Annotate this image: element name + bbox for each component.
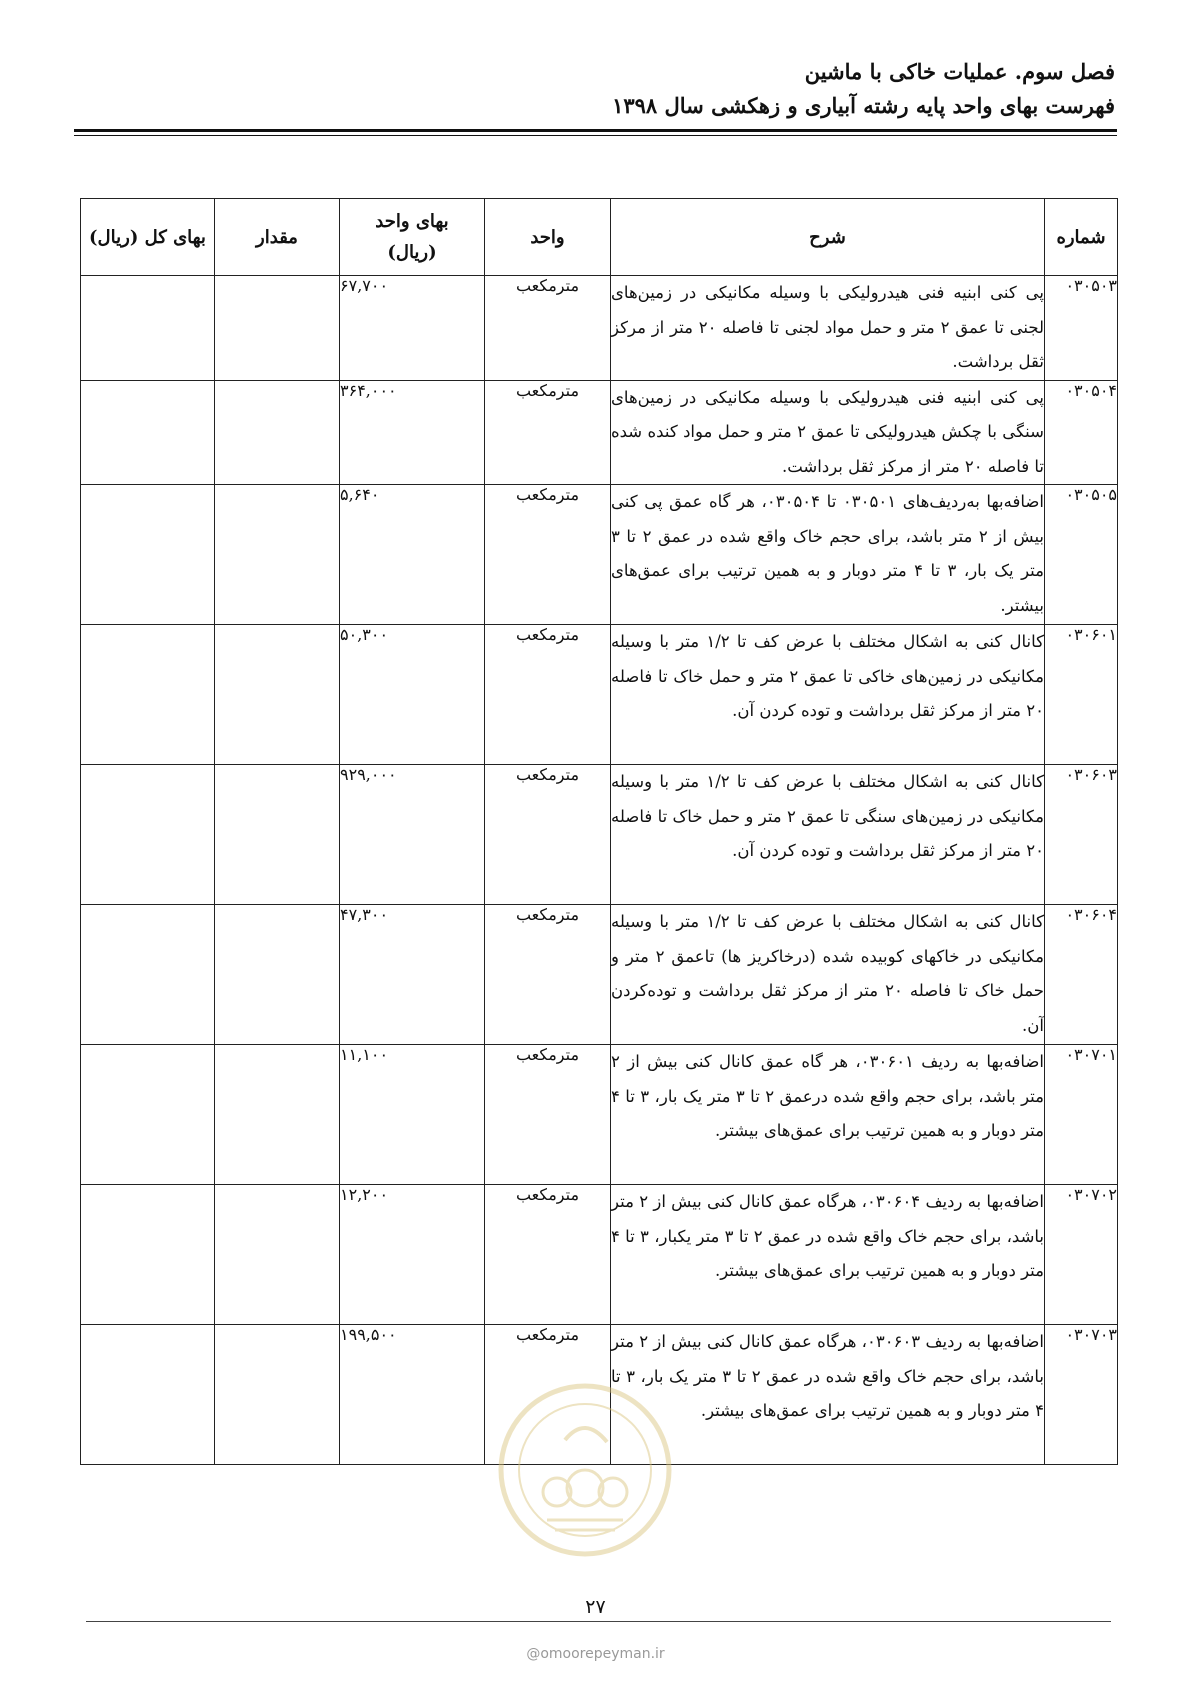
row-quantity (215, 1325, 340, 1465)
row-quantity (215, 380, 340, 485)
table-row (81, 765, 1118, 905)
row-code: ۰۳۰۵۰۵ (1045, 485, 1118, 625)
site-watermark: @omoorepeyman.ir (526, 1646, 665, 1662)
row-unit-price: ۹۲۹,۰۰۰ (340, 765, 485, 905)
row-unit: مترمکعب (485, 1185, 611, 1325)
row-description: کانال کنی به اشکال مختلف با عرض کف تا ۱/۲ متر با وسیله مکانیکی در زمین‌های سنگی تا عمق ۲ متر و حمل خاک تا فاصله ۲۰ متر از مرکز ثقل برداشت و توده کردن آن. (611, 765, 1045, 905)
row-total (81, 380, 215, 485)
page-number: ۲۷ (585, 1596, 606, 1618)
row-unit: مترمکعب (485, 765, 611, 905)
table-row (81, 905, 1118, 1045)
row-code: ۰۳۰۷۰۳ (1045, 1325, 1118, 1465)
header-unit-price (340, 199, 485, 276)
row-quantity (215, 905, 340, 1045)
row-code: ۰۳۰۶۰۴ (1045, 905, 1118, 1045)
row-total (81, 765, 215, 905)
row-unit-price: ۱۱,۱۰۰ (340, 1045, 485, 1185)
price-table (80, 198, 1118, 1465)
row-quantity (215, 625, 340, 765)
header-rule-thick (74, 129, 1117, 132)
header-total: بهای کل (ریال) (81, 199, 215, 276)
row-unit-price: ۳۶۴,۰۰۰ (340, 380, 485, 485)
header-quantity: مقدار (215, 199, 340, 276)
row-total (81, 485, 215, 625)
header-unit-price-currency: (ریال) (387, 242, 437, 263)
header-description: شرح (611, 199, 1045, 276)
chapter-title: فصل سوم. عملیات خاکی با ماشین (804, 59, 1115, 84)
row-description: پی کنی ابنیه فنی هیدرولیکی با وسیله مکانیکی در زمین‌های سنگی با چکش هیدرولیکی تا عمق ۲ متر و حمل مواد کنده شده تا فاصله ۲۰ متر از مرکز ثقل برداشت. (611, 380, 1045, 485)
row-description: پی کنی ابنیه فنی هیدرولیکی با وسیله مکانیکی در زمین‌های لجنی تا عمق ۲ متر و حمل مواد لجنی تا فاصله ۲۰ متر از مرکز ثقل برداشت. (611, 276, 1045, 381)
row-total (81, 1325, 215, 1465)
row-code: ۰۳۰۶۰۱ (1045, 625, 1118, 765)
header-code: شماره (1045, 199, 1118, 276)
header-unit-price-label: بهای واحد (375, 211, 449, 232)
row-unit: مترمکعب (485, 905, 611, 1045)
page-header (75, 55, 1115, 123)
row-unit-price: ۱۲,۲۰۰ (340, 1185, 485, 1325)
row-unit: مترمکعب (485, 1045, 611, 1185)
table-row (81, 485, 1118, 625)
header-rule-thin (74, 135, 1117, 136)
row-total (81, 1185, 215, 1325)
watermark-seal-icon (495, 1380, 675, 1560)
row-total (81, 905, 215, 1045)
footer-rule (86, 1621, 1111, 1622)
row-description: اضافه‌بها به ردیف ۰۳۰۶۰۱، هر گاه عمق کانال کنی بیش از ۲ متر باشد، برای حجم واقع شده درعمق ۲ تا ۳ متر یک بار، ۳ تا ۴ متر دوبار و به همین ترتیب برای عمق‌های بیشتر. (611, 1045, 1045, 1185)
row-unit-price: ۴۷,۳۰۰ (340, 905, 485, 1045)
row-quantity (215, 276, 340, 381)
table-row (81, 380, 1118, 485)
row-unit: مترمکعب (485, 276, 611, 381)
row-description: کانال کنی به اشکال مختلف با عرض کف تا ۱/۲ متر با وسیله مکانیکی در خاکهای کوبیده شده (درخاکریز ها) تاعمق ۲ متر و حمل خاک تا فاصله ۲۰ متر از مرکز ثقل برداشت و توده‌کردن آن. (611, 905, 1045, 1045)
row-unit: مترمکعب (485, 485, 611, 625)
row-description: کانال کنی به اشکال مختلف با عرض کف تا ۱/۲ متر با وسیله مکانیکی در زمین‌های خاکی تا عمق ۲ متر و حمل خاک تا فاصله ۲۰ متر از مرکز ثقل برداشت و توده کردن آن. (611, 625, 1045, 765)
row-unit: مترمکعب (485, 625, 611, 765)
row-unit: مترمکعب (485, 1325, 611, 1465)
row-unit: مترمکعب (485, 380, 611, 485)
row-unit-price: ۱۹۹,۵۰۰ (340, 1325, 485, 1465)
row-unit-price: ۵,۶۴۰ (340, 485, 485, 625)
row-quantity (215, 1185, 340, 1325)
table-row (81, 625, 1118, 765)
table-header-row (81, 199, 1118, 276)
row-unit-price: ۶۷,۷۰۰ (340, 276, 485, 381)
table-row (81, 1045, 1118, 1185)
row-quantity (215, 485, 340, 625)
row-description: اضافه‌بها به‌ردیف‌های ۰۳۰۵۰۱ تا ۰۳۰۵۰۴، هر گاه عمق پی کنی بیش از ۲ متر باشد، برای حجم خاک واقع شده در عمق ۲ تا ۳ متر یک بار، ۳ تا ۴ متر دوبار و به همین ترتیب برای عمق‌های بیشتر. (611, 485, 1045, 625)
row-code: ۰۳۰۷۰۱ (1045, 1045, 1118, 1185)
row-quantity (215, 1045, 340, 1185)
row-code: ۰۳۰۵۰۳ (1045, 276, 1118, 381)
row-description: اضافه‌بها به ردیف ۰۳۰۶۰۳، هرگاه عمق کانال کنی بیش از ۲ متر باشد، برای حجم خاک واقع شده در عمق ۲ تا ۳ متر یک بار، ۳ تا ۴ متر دوبار و به همین ترتیب برای عمق‌های بیشتر. (611, 1325, 1045, 1465)
list-title: فهرست بهای واحد پایه رشته آبیاری و زهکشی سال ۱۳۹۸ (612, 93, 1115, 118)
table-row (81, 276, 1118, 381)
row-code: ۰۳۰۵۰۴ (1045, 380, 1118, 485)
row-total (81, 1045, 215, 1185)
row-total (81, 625, 215, 765)
row-total (81, 276, 215, 381)
header-unit: واحد (485, 199, 611, 276)
row-code: ۰۳۰۷۰۲ (1045, 1185, 1118, 1325)
table-row (81, 1185, 1118, 1325)
row-description: اضافه‌بها به ردیف ۰۳۰۶۰۴، هرگاه عمق کانال کنی بیش از ۲ متر باشد، برای حجم خاک واقع شده در عمق ۲ تا ۳ متر یکبار، ۳ تا ۴ متر دوبار و به همین ترتیب برای عمق‌های بیشتر. (611, 1185, 1045, 1325)
row-unit-price: ۵۰,۳۰۰ (340, 625, 485, 765)
row-code: ۰۳۰۶۰۳ (1045, 765, 1118, 905)
row-quantity (215, 765, 340, 905)
